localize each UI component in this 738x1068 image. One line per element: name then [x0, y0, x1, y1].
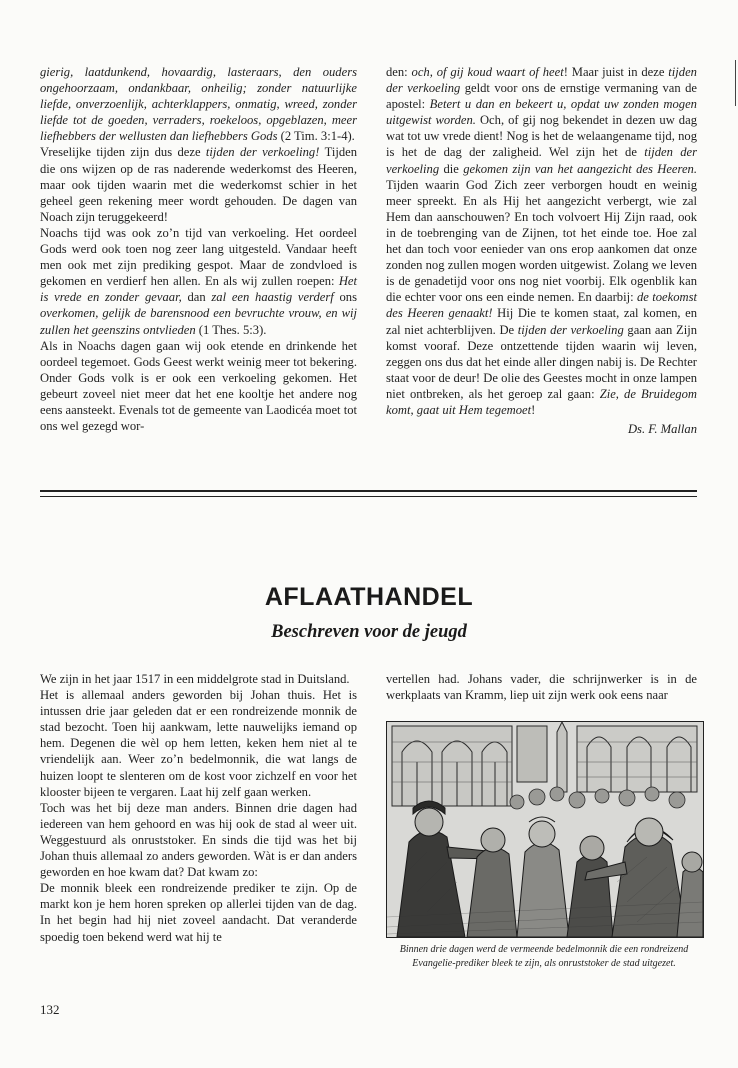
text-run: Als in Noachs dagen gaan wij ook etende en drinkende het oordeel tegemoet. Gods Geest werkt weinig meer tot bekering. Onder Gods volk is er ook een verkoeling gekomen. Het gebeurt zoveel niet meer dat het ene kooltje het andere nog eens aansteekt. Evenals tot de gemeente van Laodicéa moet tot ons wel gezegd wor-	[40, 338, 357, 434]
text-run: (1 Thes. 5:3).	[195, 322, 267, 337]
text-run: dan	[181, 290, 212, 305]
text-run: die	[439, 161, 464, 176]
text-run: De monnik bleek een rondreizende prediker te zijn. Op de markt kon je hem horen spreken op allerlei tijden van de dag. In het begin had hij niet zoveel aandacht. Dat veranderde spoedig toen bekend werd wat hij te	[40, 881, 357, 944]
top-right-text	[386, 64, 697, 418]
italic-run: Zie, de Bruidegom komt, gaat uit Hem tegemoet	[386, 386, 697, 417]
text-run: Noachs tijd was ook zo’n tijd van verkoeling. Het oordeel Gods werd ook toen nog zeer lang uitgesteld. Vandaar heeft men ook met zijn prediking gespot. Maar de zondvloed is gekomen en verdierf hen allen. En als wij zullen roepen:	[40, 225, 357, 289]
article-title: AFLAATHANDEL	[264, 583, 474, 611]
text-run: Vreselijke tijden zijn dus deze	[40, 145, 206, 160]
italic-run: zal een haastig verderf	[211, 290, 334, 305]
text-run: !	[531, 402, 536, 417]
text-run: ! Maar juist in deze	[563, 65, 669, 79]
italic-run: Betert u dan en bekeert u, opdat uw zonden mogen uitgewist worden.	[386, 97, 697, 128]
text-run: Hij Die te komen staat, zal komen, en zal niet achterblijven. De	[386, 306, 698, 337]
text-run: ons	[333, 290, 357, 305]
italic-run: gierig, laatdunkend, hovaardig, lasteraars, den ouders ongehoorzaam, ondankbaar, onheilig; zonder natuurlijke liefde, onverzoenlijk, achterklappers, onmatig, wreed, zonder liefde tot de goeden, verraders, roekeloos, opgeblazen, meer liefhebbers der wellusten dan liefhebbers Gods	[40, 65, 357, 144]
page-number: 132	[40, 1002, 60, 1017]
italic-run: overkomen, gelijk de barensnood een bevruchte vrouw, en wij zullen het geenszins ontvlieden	[40, 306, 357, 337]
italic-run: och, of gij koud waart of heet	[411, 65, 564, 79]
italic-run: gekomen zijn van het aangezicht des Heeren.	[463, 161, 697, 176]
text-run: We zijn in het jaar 1517 in een middelgrote stad in Duitsland.	[40, 672, 350, 686]
italic-run: tijden der verkoeling!	[205, 145, 320, 160]
text-run: (2 Tim. 3:1-4).	[277, 129, 355, 144]
monk-expulsion-illustration	[386, 721, 704, 938]
text-run: Tijden die ons wijzen op de ras naderende wederkomst des Heeren, maar ook tijden waarin met die wederkomst schier in het geheel geen rekening meer wordt gehouden. De dagen van Noach zijn teruggekeerd!	[40, 145, 357, 224]
text-run: Toch was het bij deze man anders. Binnen drie dagen had iedereen van hem gehoord en was hij ook de stad al weer uit. Weggestuurd als onruststoker. En sinds die tijd was het bij Johan thuis allemaal zo anders geworden. Wàt is er dan anders geworden en hoe kwam dat? Dat kwam zo:	[40, 800, 357, 880]
article-right-column	[386, 671, 697, 703]
page-edge-mark	[735, 60, 736, 106]
text-run: den:	[386, 65, 412, 79]
top-right-column	[386, 64, 697, 437]
text-run: Och, of gij nog bekendet in dezen uw dag wat tot uw vrede dient! Nog is het de welaangename tijd, nog is het de dag der zaligheid. Wel zijn het de	[386, 113, 697, 160]
illustration-caption: Binnen drie dagen werd de vermeende bedelmonnik die een rondreizend Evangelie-prediker bleek te zijn, als onruststoker de stad uitgezet.	[399, 944, 689, 970]
italic-run: tijden der verkoeling	[517, 322, 624, 337]
article-subtitle: Beschreven voor de jeugd	[271, 622, 467, 642]
section-divider-thin	[40, 496, 697, 497]
section-divider-thick	[40, 490, 697, 492]
italic-run: tijden der verkoeling	[386, 145, 697, 176]
article-left-column	[40, 671, 357, 945]
text-run: Tijden waarin God Zich zeer verborgen houdt en weinig meer spreekt. En als Hij het aangezicht verbergt, wie zal Hem dan aanschouwen? En toch volvoert Hij Zijn raad, ook in de toebrenging van de Zijnen, tot het einde toe. Hoe zal het dan toch voor eenieder van ons erop aankomen dat onze zonden nog zullen mogen worden uitgewist. Zolang we leven is de genadetijd voor ons nog niet voorbij. Elk ogenblik kan die echter voor ons een einde nemen. En daarbij:	[386, 177, 697, 305]
article-right-intro: vertellen had. Johans vader, die schrijnwerker is in de werkplaats van Kramm, liep uit zijn werk ook eens naar	[386, 672, 697, 703]
italic-run: tijden der verkoeling	[386, 65, 697, 96]
text-run: geldt voor ons de ernstige vermaning van de apostel:	[386, 81, 697, 112]
text-run: gaan aan Zijn komst vooraf. Deze ontzettende tijden waarin wij leven, zeggen ons dus dat het einde aller dingen nabij is. De Rechter staat voor de deur! De olie des Geestes mocht in onze lampen niet ontbreken, als het geroep zal gaan:	[386, 322, 697, 401]
text-run: Het is allemaal anders geworden bij Johan thuis. Het is intussen drie jaar geleden dat er een rondreizende monnik de stad bezocht. Toen hij aankwam, lette nauwelijks iemand op hem. Degenen die wèl op hem letten, keken hem niet al te vriendelijk aan. Weer zo’n bedelmonnik, die wat langs de huizen loopt te slenteren om de kost voor zichzelf en voor het klooster bijeen te vergaren. Laat hij zelf gaan werken.	[40, 688, 357, 799]
top-left-column	[40, 64, 357, 434]
author-signature: Ds. F. Mallan	[627, 422, 697, 437]
italic-run: Het is vrede en zonder gevaar,	[40, 274, 357, 305]
italic-run: de toekomst des Heeren genaakt!	[386, 290, 697, 321]
